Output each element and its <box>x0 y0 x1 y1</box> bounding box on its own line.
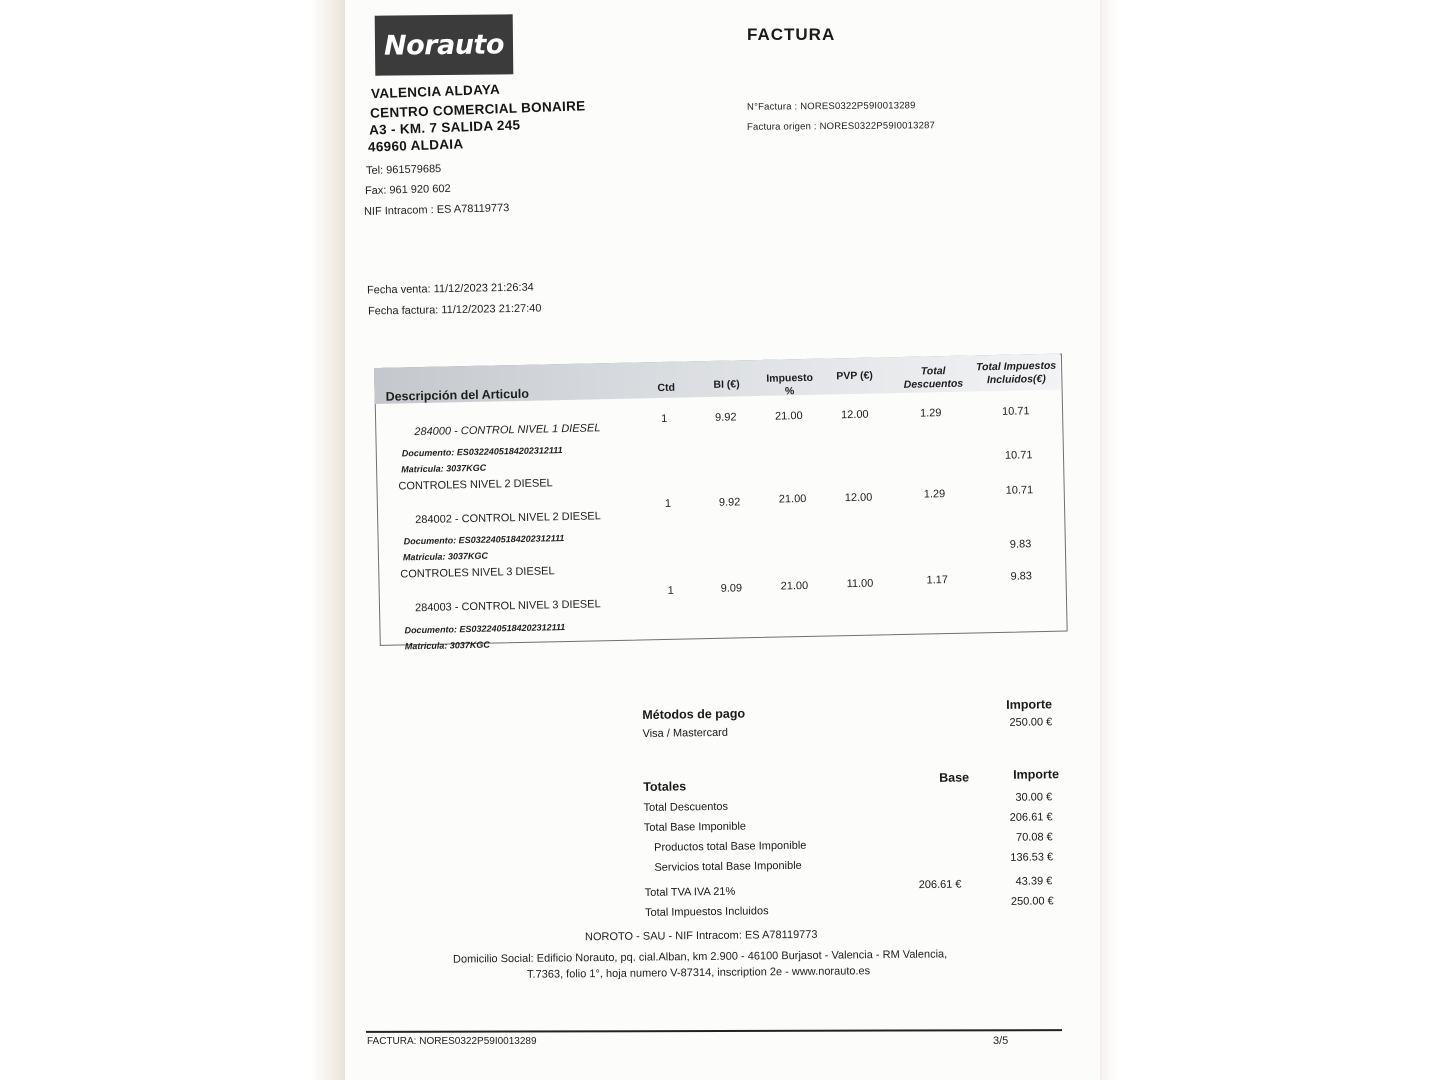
header-qty: Ctd <box>657 381 676 395</box>
item-1-matricula: Matricula: 3037KGC <box>401 462 487 475</box>
item-1-subtotal: 10.71 <box>1004 449 1033 462</box>
item-2-bi: 9.92 <box>718 496 741 509</box>
store-line-4: 46960 ALDAIA <box>367 136 464 155</box>
store-fax: Fax: 961 920 602 <box>364 182 451 198</box>
items-table <box>374 354 1068 658</box>
item-3-bi: 9.09 <box>720 582 743 595</box>
item-2-documento: Documento: ES0322405184202312111 <box>403 533 565 547</box>
totals-row-included-amount: 250.00 € <box>1010 895 1054 908</box>
footer-company: NOROTO - SAU - NIF Intracom: ES A78119773 <box>584 928 818 944</box>
totals-row-services-label: Servicios total Base Imponible <box>654 859 802 874</box>
payment-title: Métodos de pago <box>642 706 746 722</box>
item-3-description: 284003 - CONTROL NIVEL 3 DIESEL <box>414 598 601 615</box>
item-1-discount: 1.29 <box>919 407 942 420</box>
footer-invoice-ref: FACTURA: NORES0322P59I0013289 <box>367 1036 537 1047</box>
item-1-pvp: 12.00 <box>840 408 869 422</box>
item-2-discount: 1.29 <box>923 488 946 501</box>
header-discounts <box>902 365 965 392</box>
header-pvp: PVP (€) <box>836 369 873 383</box>
document-title: FACTURA <box>747 25 836 44</box>
totals-row-discounts-label: Total Descuentos <box>643 800 729 814</box>
totals-row-products-amount: 70.08 € <box>1015 831 1053 844</box>
totals-amount-header: Importe <box>1013 767 1060 782</box>
payment-totals-section <box>640 689 1063 925</box>
header-total-line1: Total Impuestos <box>975 359 1057 374</box>
invoice-origin: Factura origen : NORES0322P59I0013287 <box>746 120 936 133</box>
totals-row-products-label: Productos total Base Imponible <box>654 839 807 854</box>
totals-row-iva-base: 206.61 € <box>918 878 962 892</box>
totals-row-discounts-amount: 30.00 € <box>1015 791 1053 804</box>
item-1-bi: 9.92 <box>714 411 737 424</box>
totals-row-included-label: Total Impuestos Incluidos <box>644 905 769 919</box>
invoice-date: Fecha factura: 11/12/2023 21:27:40 <box>367 302 542 318</box>
norauto-logo <box>375 14 514 75</box>
footer-page-number: 3/5 <box>993 1035 1009 1047</box>
item-1-total: 10.71 <box>1001 405 1030 418</box>
totals-row-iva-label: Total TVA IVA 21% <box>644 885 736 899</box>
item-3-matricula: Matricula: 3037KGC <box>404 639 490 652</box>
item-1-description: 284000 - CONTROL NIVEL 1 DIESEL <box>414 422 601 439</box>
item-2-matricula: Matricula: 3037KGC <box>402 550 489 563</box>
background-right <box>1090 0 1440 1080</box>
totals-row-iva-amount: 43.39 € <box>1015 875 1053 888</box>
totals-row-base-label: Total Base Imponible <box>643 820 747 834</box>
logo-text: Norauto <box>383 28 505 62</box>
invoice-number: N°Factura : NORES0322P59I0013289 <box>746 100 916 113</box>
payment-amount: 250.00 € <box>1009 716 1053 729</box>
header-discounts-line2: Descuentos <box>903 377 964 391</box>
store-line-3: A3 - KM. 7 SALIDA 245 <box>368 117 521 138</box>
totals-row-services-amount: 136.53 € <box>1010 851 1054 864</box>
footer-address-1: Domicilio Social: Edificio Norauto, pq. cial.Alban, km 2.900 - 46100 Burjasot - Valencia - RM Valencia, <box>452 948 948 966</box>
payment-method: Visa / Mastercard <box>642 726 729 740</box>
item-2-qty: 1 <box>664 497 672 510</box>
totals-title: Totales <box>643 779 687 794</box>
item-3-group: CONTROLES NIVEL 3 DIESEL <box>400 565 555 581</box>
item-3-documento: Documento: ES0322405184202312111 <box>404 622 566 636</box>
store-line-1: VALENCIA ALDAYA <box>370 81 501 102</box>
item-1-tax: 21.00 <box>774 410 803 423</box>
item-2-pvp: 12.00 <box>844 491 873 505</box>
item-3-discount: 1.17 <box>926 574 949 587</box>
item-3-tax: 21.00 <box>780 579 809 593</box>
store-line-2: CENTRO COMERCIAL BONAIRE <box>369 98 586 121</box>
totals-row-base-amount: 206.61 € <box>1009 811 1053 824</box>
header-total-line2: Incluidos(€) <box>986 372 1046 387</box>
payment-amount-header: Importe <box>1006 697 1053 712</box>
item-3-qty: 1 <box>667 584 674 597</box>
store-tel: Tel: 961579685 <box>365 163 442 177</box>
item-1-documento: Documento: ES0322405184202312111 <box>401 445 563 459</box>
sale-date: Fecha venta: 11/12/2023 21:26:34 <box>366 281 534 297</box>
item-2-group: CONTROLES NIVEL 2 DIESEL <box>398 477 553 493</box>
header-description: Descripción del Articulo <box>385 386 530 404</box>
item-1-qty: 1 <box>661 412 668 425</box>
item-2-description: 284002 - CONTROL NIVEL 2 DIESEL <box>415 510 601 527</box>
header-tax-label: Impuesto <box>766 371 814 385</box>
header-tax <box>766 372 813 399</box>
item-2-total: 10.71 <box>1005 484 1034 497</box>
header-discounts-line1: Total <box>920 365 946 378</box>
item-2-tax: 21.00 <box>778 492 807 506</box>
item-3-total: 9.83 <box>1010 570 1033 583</box>
background-left <box>0 0 352 1080</box>
header-tax-unit: % <box>784 385 795 398</box>
item-3-pvp: 11.00 <box>846 577 874 591</box>
footer-address-2: T.7363, folio 1°, hoja numero V-87314, inscription 2e - www.norauto.es <box>526 965 871 981</box>
item-2-subtotal: 9.83 <box>1009 538 1032 551</box>
totals-base-header: Base <box>939 770 970 785</box>
store-nif: NIF Intracom : ES A78119773 <box>363 202 510 218</box>
header-bi: BI (€) <box>713 378 740 391</box>
header-total <box>974 360 1059 388</box>
